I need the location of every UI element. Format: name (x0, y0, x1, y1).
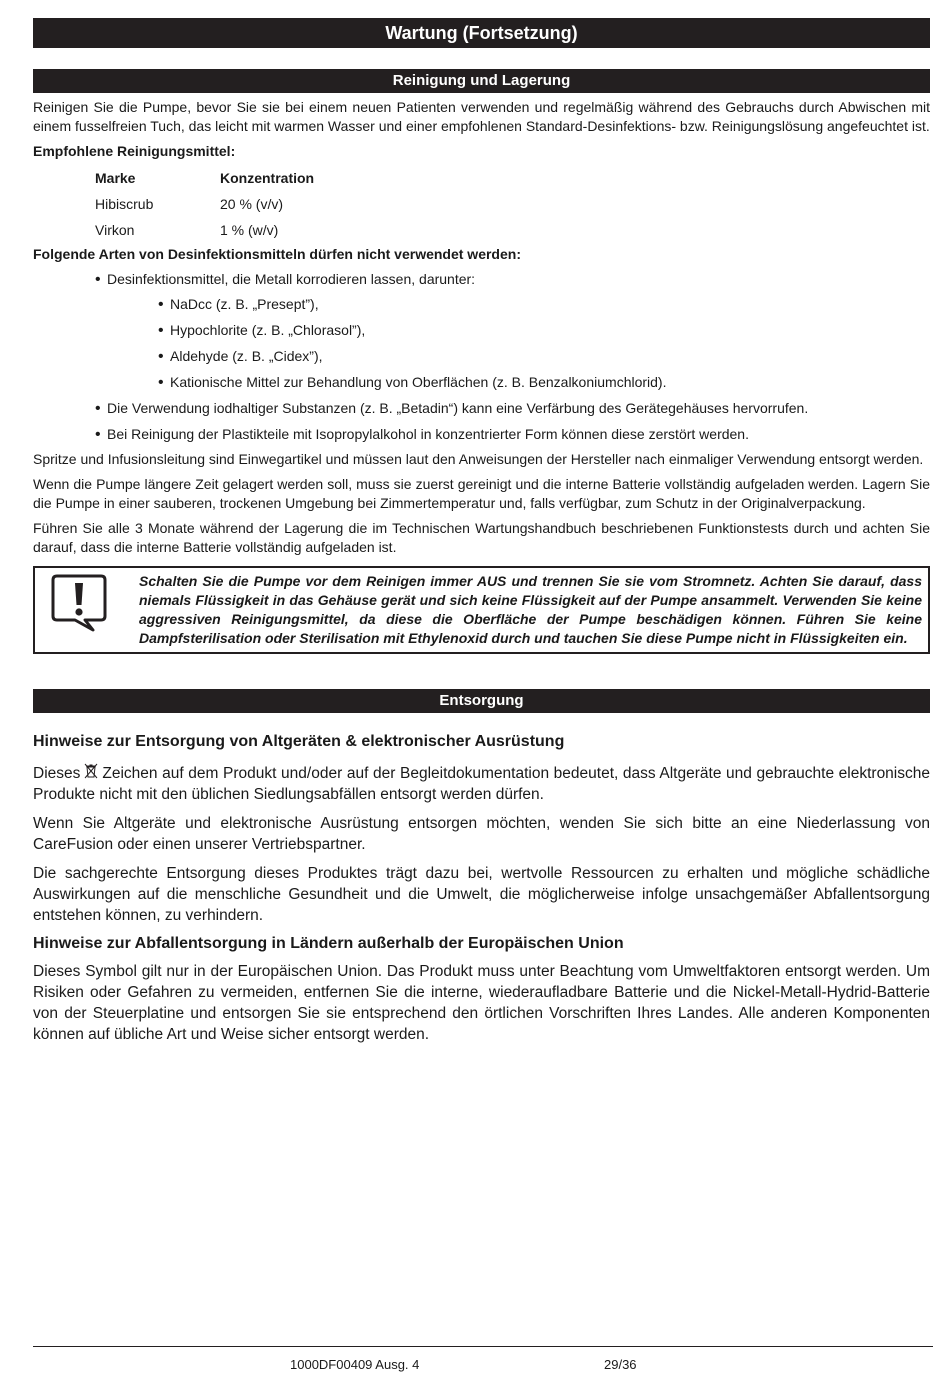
forbidden-label: Folgende Arten von Desinfektionsmitteln dürfen nicht verwendet werden: (33, 246, 521, 262)
recommended-label: Empfohlene Reinigungsmittel: (33, 143, 236, 159)
tests-paragraph: Führen Sie alle 3 Monate während der Lagerung die im Technischen Wartungshandbuch beschriebenen Funktionstests durch und achten Sie darauf, dass die interne Batterie vollständig aufgeladen ist. (33, 520, 930, 555)
bullet-text: Desinfektionsmittel, die Metall korrodieren lassen, darunter: (107, 271, 476, 287)
warning-text: Schalten Sie die Pumpe vor dem Reinigen immer AUS und trennen Sie sie vom Stromnetz. Achten Sie darauf, dass niemals Flüssigkeit in das Gehäuse gerät und sich keine Flüssigkeit auf der Pumpe ansammelt. Verwenden Sie keine aggressiven Reinigungsmittel, da diese die Oberfläche der Pumpe beschädigen können. Führen Sie keine Dampfsterilisation oder Sterilisation mit Ethylenoxid durch und tauchen Sie diese Pumpe nicht in Flüssigkeiten ein. (139, 573, 922, 646)
storage-paragraph: Wenn die Pumpe längere Zeit gelagert werden soll, muss sie zuerst gereinigt und die interne Batterie vollständig aufgeladen werden. Lagern Sie die Pumpe in einer sauberen, trockenen Umgebung bei Zimmertemperatur und, falls verfügbar, zum Schutz in der Originalverpackung. (33, 476, 930, 511)
sub-bullet-text: Hypochlorite (z. B. „Chlorasol”), (170, 322, 366, 338)
weee-paragraph (33, 763, 930, 805)
table-header-row (95, 165, 930, 191)
weee-text-start: Dieses (33, 765, 81, 782)
cleaner-table (95, 165, 930, 243)
bullet-text: Bei Reinigung der Plastikteile mit Isopropylalkohol in konzentrierter Form können diese zerstört werden. (107, 426, 749, 442)
list-item: • Hypochlorite (z. B. „Chlorasol”), (158, 322, 366, 339)
table-cell: 20 % (v/v) (220, 196, 284, 212)
table-header: Marke (95, 170, 136, 186)
disposal-contact-paragraph: Wenn Sie Altgeräte und elektronische Ausrüstung entsorgen möchten, wenden Sie sich bitte an eine Niederlassung von CareFusion oder einen unserer Vertriebspartner. (33, 815, 930, 853)
section-heading-cleaning: Reinigung und Lagerung (33, 69, 930, 93)
warning-box (33, 566, 930, 654)
sub-bullet-text: Kationische Mittel zur Behandlung von Oberflächen (z. B. Benzalkoniumchlorid). (170, 374, 667, 390)
list-item: • Aldehyde (z. B. „Cidex”), (158, 348, 323, 365)
disposal-subheading-weee: Hinweise zur Entsorgung von Altgeräten & elektronischer Ausrüstung (33, 733, 565, 750)
section-heading-disposal: Entsorgung (33, 689, 930, 713)
syringe-paragraph: Spritze und Infusionsleitung sind Einwegartikel und müssen laut den Anweisungen der Hersteller nach einmaliger Verwendung entsorgt werden. (33, 451, 924, 467)
table-cell: 1 % (w/v) (220, 222, 279, 238)
disposal-subheading-non-eu: Hinweise zur Abfallentsorgung in Ländern außerhalb der Europäischen Union (33, 935, 624, 952)
footer-doc-id: 1000DF00409 Ausg. 4 (290, 1357, 420, 1372)
table-cell: Hibiscrub (95, 196, 154, 212)
list-item: • Bei Reinigung der Plastikteile mit Isopropylalkohol in konzentrierter Form können diese zerstört werden. (95, 426, 749, 443)
bullet-text: Die Verwendung iodhaltiger Substanzen (z. B. „Betadin“) kann eine Verfärbung des Gerätegehäuses hervorrufen. (107, 400, 809, 416)
page-title: Wartung (Fortsetzung) (33, 18, 930, 48)
sub-bullet-text: NaDcc (z. B. „Presept”), (170, 296, 319, 312)
sub-bullet-text: Aldehyde (z. B. „Cidex”), (170, 348, 323, 364)
footer-page-number: 29/36 (604, 1357, 637, 1372)
list-item: • Kationische Mittel zur Behandlung von Oberflächen (z. B. Benzalkoniumchlorid). (158, 374, 667, 391)
table-cell: Virkon (95, 222, 135, 238)
list-item: • Desinfektionsmittel, die Metall korrodieren lassen, darunter: (95, 271, 476, 288)
list-item: • Die Verwendung iodhaltiger Substanzen (z. B. „Betadin“) kann eine Verfärbung des Gerätegehäuses hervorrufen. (95, 400, 809, 417)
table-row (95, 217, 930, 243)
disposal-benefit-paragraph: Die sachgerechte Entsorgung dieses Produktes trägt dazu bei, wertvolle Ressourcen zu erhalten und mögliche schädliche Auswirkungen auf die menschliche Gesundheit und die Umwelt, die möglicherweise infolge unsachgemäßer Abfallentsorgung entstehen können, zu verhindern. (33, 865, 930, 924)
page-content (33, 18, 930, 1045)
crossed-bin-icon (84, 763, 98, 779)
table-row (95, 191, 930, 217)
list-item: • NaDcc (z. B. „Presept”), (158, 296, 319, 313)
cleaning-intro: Reinigen Sie die Pumpe, bevor Sie sie bei einem neuen Patienten verwenden und regelmäßig während des Gebrauchs durch Abwischen mit einem fusselfreien Tuch, das leicht mit warmen Wasser und einer empfohlenen Standard-Desinfektions- bzw. Reinigungslösung angefeuchtet ist. (33, 99, 930, 134)
non-eu-paragraph: Dieses Symbol gilt nur in der Europäischen Union. Das Produkt muss unter Beachtung vom Umweltfaktoren entsorgt werden. Um Risiken oder Gefahren zu vermeiden, entfernen Sie die interne, wiederaufladbare Batterie und die Nickel-Metall-Hydrid-Batterie von der Steuerplatine und entsorgen Sie sie entsprechend den örtlichen Vorschriften Ihres Landes. Alle anderen Komponenten können auf übliche Art und Weise sicher entsorgt werden. (33, 963, 930, 1043)
table-header: Konzentration (220, 170, 315, 186)
warning-exclamation-icon (49, 572, 109, 632)
weee-text-end: Zeichen auf dem Produkt und/oder auf der Begleitdokumentation bedeutet, dass Altgeräte und gebrauchte elektronische Produkte nicht mit den üblichen Siedlungsabfällen entsorgt werden dürfen. (33, 765, 930, 803)
footer-divider (33, 1346, 933, 1347)
